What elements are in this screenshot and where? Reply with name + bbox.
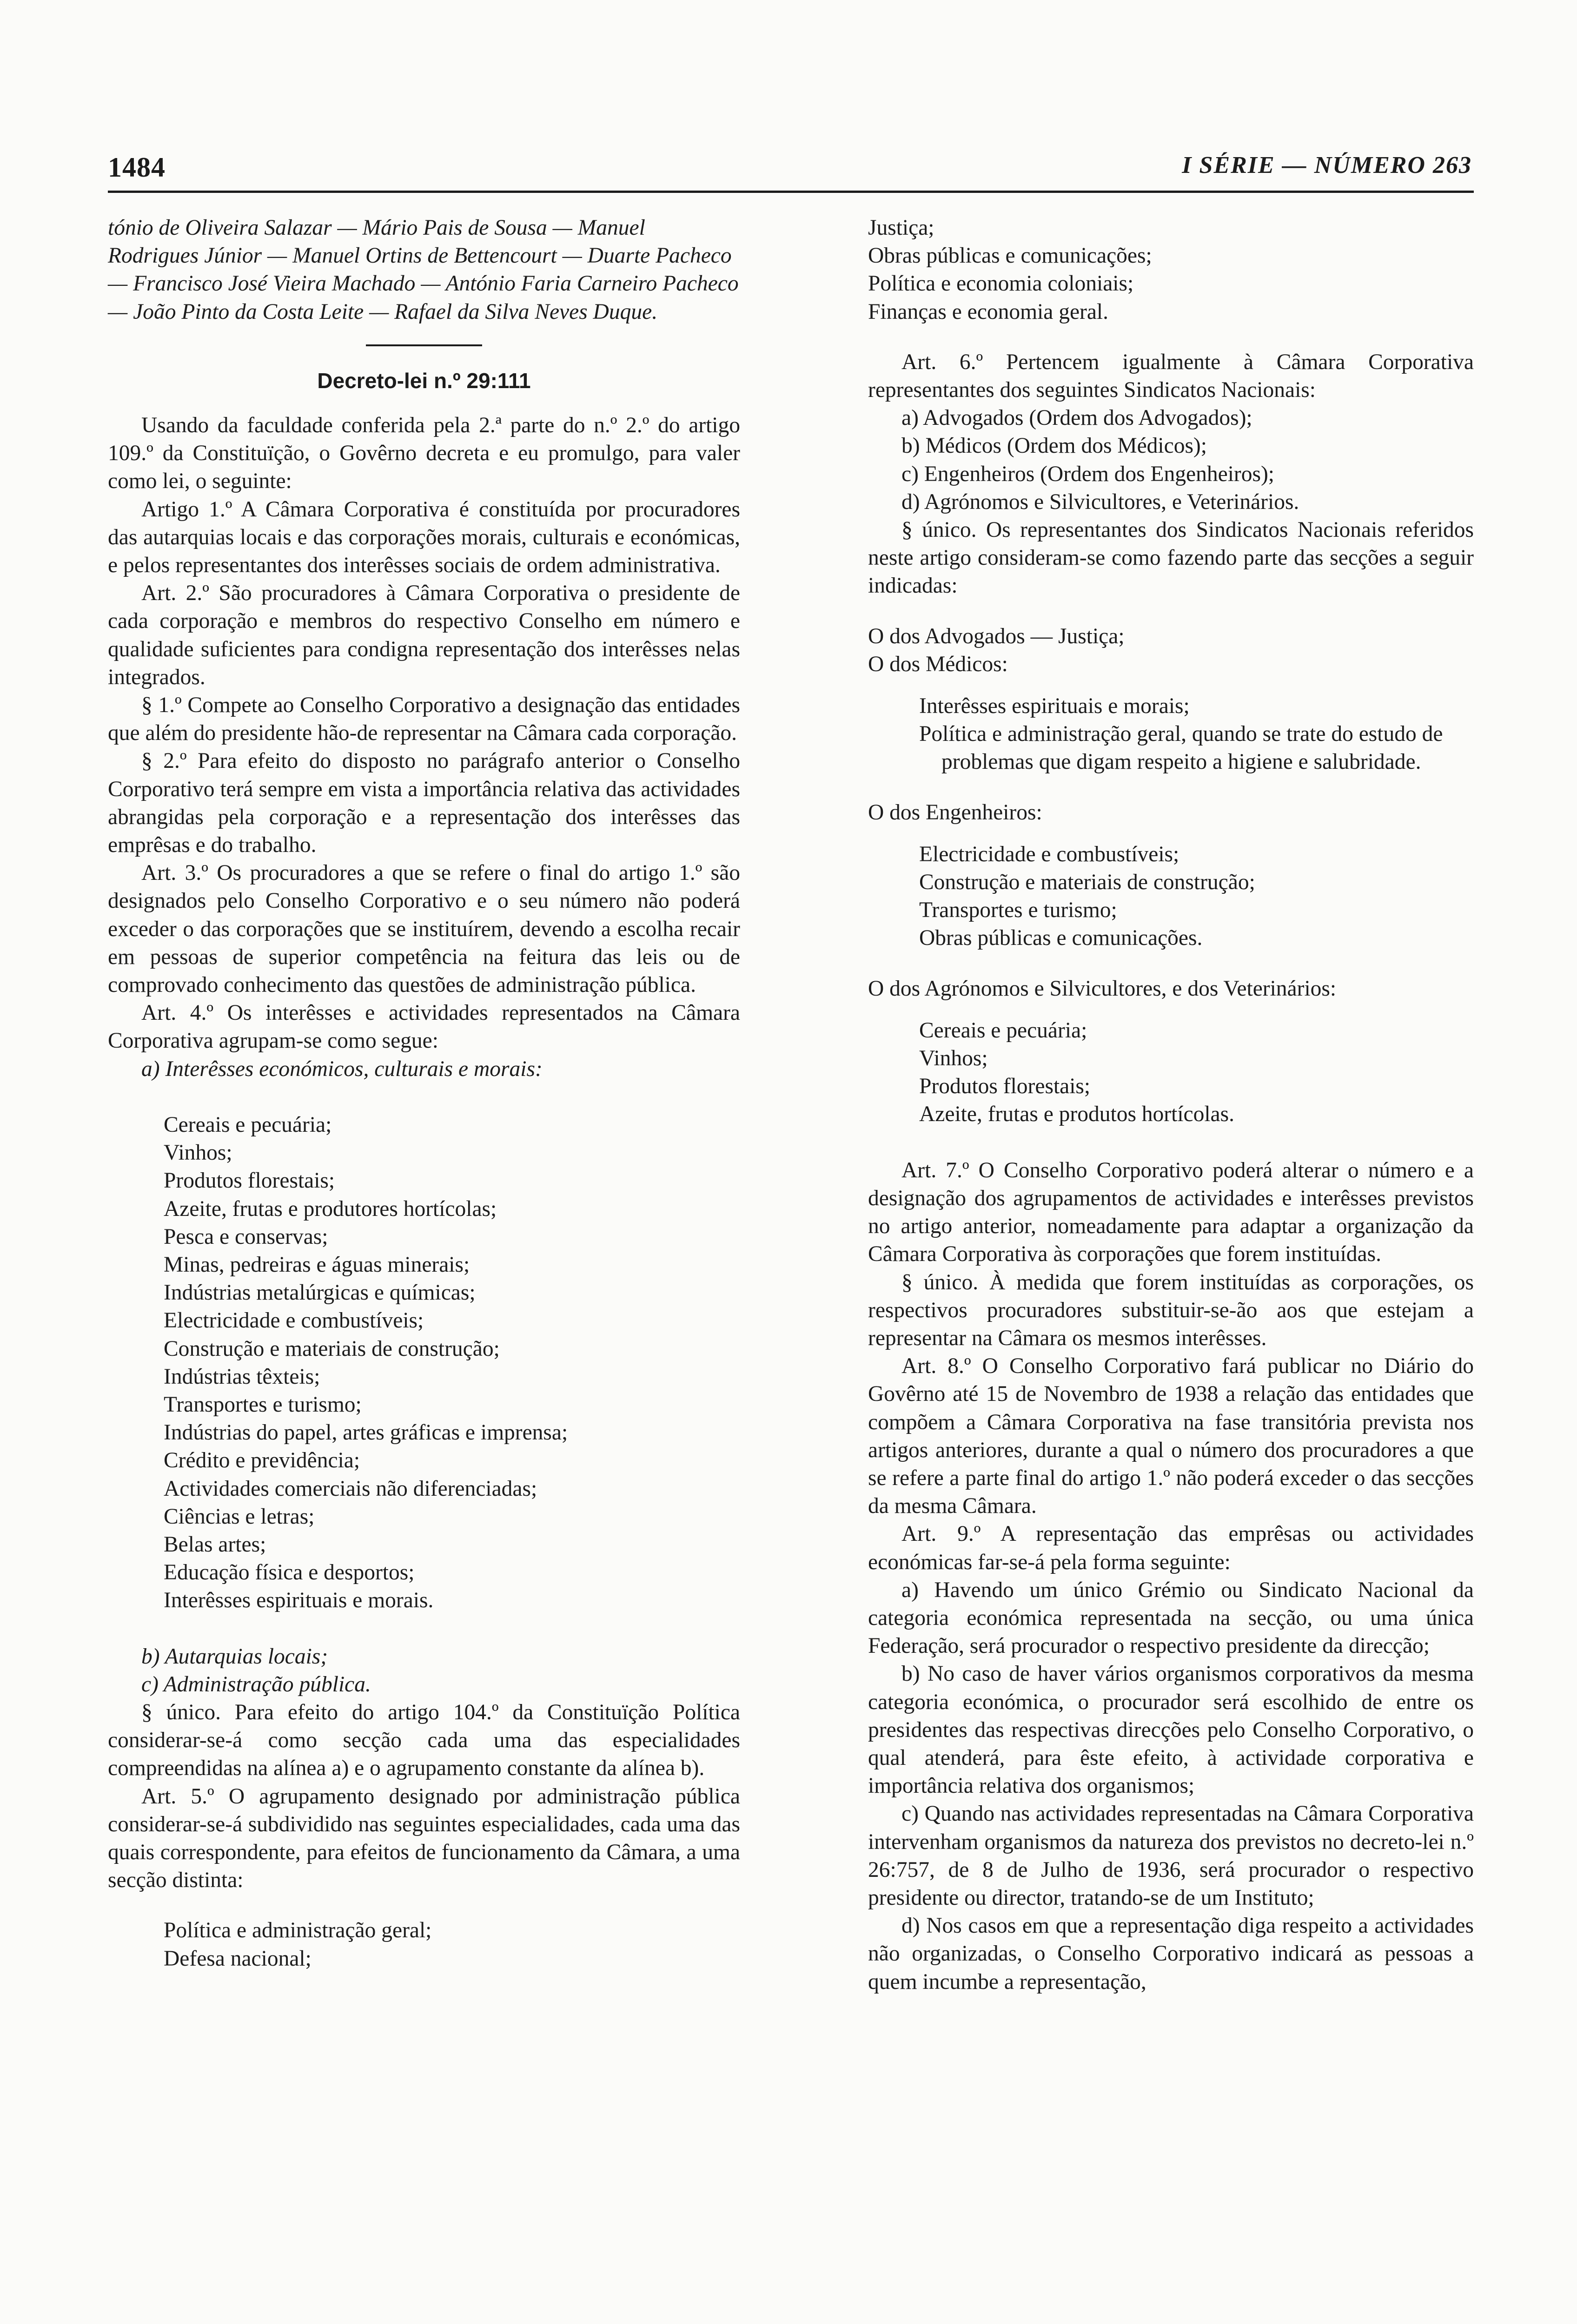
list-item: Pesca e conservas; bbox=[164, 1224, 328, 1249]
list-item: Indústrias têxteis; bbox=[164, 1364, 320, 1389]
group-advogados: O dos Advogados — Justiça; bbox=[868, 624, 1125, 648]
right-column bbox=[868, 214, 1474, 1996]
article-9-b: b) No caso de haver vários organismos corporativos da mesma categoria económica, o procurador será escolhido de entre os presidentes das respectivas direcções pelo Conselho Corporativo, o qual atenderá, para êste efeito, à actividade corporativa e importância relativa dos organismos; bbox=[868, 1662, 1474, 1798]
article-4-a-list bbox=[108, 1111, 740, 1615]
list-item: Actividades comerciais não diferenciadas; bbox=[164, 1476, 537, 1501]
list-item: a) Advogados (Ordem dos Advogados); bbox=[901, 406, 1252, 430]
list-item: Cereais e pecuária; bbox=[919, 1018, 1087, 1043]
article-2-paragraph-2: § 2.º Para efeito do disposto no parágrafo anterior o Conselho Corporativo terá sempre em vista a importância relativa das actividades abrangidas pela corporação e a representação dos interêsses das emprêsas e do trabalho. bbox=[108, 749, 740, 858]
header-rule bbox=[108, 191, 1474, 193]
preamble: Usando da faculdade conferida pela 2.ª parte do n.º 2.º do artigo 109.º da Constituïção, o Govêrno decreta e eu promulgo, para valer como lei, o seguinte: bbox=[108, 413, 740, 494]
list-item: Vinhos; bbox=[919, 1046, 988, 1071]
group-medicos: O dos Médicos: bbox=[868, 652, 1008, 676]
group-agronomos: O dos Agrónomos e Silvicultores, e dos Veterinários: bbox=[868, 976, 1337, 1001]
list-item: Azeite, frutas e produtores hortícolas; bbox=[164, 1196, 497, 1221]
page-number: 1484 bbox=[108, 152, 166, 183]
list-item: Política e administração geral, quando se trate do estudo de problemas que digam respeito a higiene e salubridade. bbox=[919, 722, 1443, 774]
list-item: Crédito e previdência; bbox=[164, 1448, 360, 1473]
group-engenheiros-list bbox=[868, 840, 1474, 952]
article-5-list-cont bbox=[868, 214, 1474, 326]
list-item: b) Médicos (Ordem dos Médicos); bbox=[901, 434, 1207, 458]
article-3: Art. 3.º Os procuradores a que se refere o final do artigo 1.º são designados pelo Conselho Corporativo e o seu número não poderá exceder o das corporações que se instituírem, devendo a escolha recair em pessoas de superior competência na feitura das leis ou de comprovado conhecimento das questões de administração pública. bbox=[108, 861, 740, 997]
list-item: Minas, pedreiras e águas minerais; bbox=[164, 1252, 470, 1277]
list-item: Azeite, frutas e produtos hortícolas. bbox=[919, 1102, 1234, 1127]
article-5-list bbox=[108, 1916, 740, 1972]
article-2: Art. 2.º São procuradores à Câmara Corporativa o presidente de cada corporação e membros do respectivo Conselho em número e qualidade suficientes para condigna representação dos interêsses nelas integrados. bbox=[108, 581, 740, 689]
article-2-paragraph-1: § 1.º Compete ao Conselho Corporativo a designação das entidades que além do presidente hão-de representar na Câmara cada corporação. bbox=[108, 693, 740, 746]
list-item: Electricidade e combustíveis; bbox=[919, 842, 1179, 866]
list-item: Electricidade e combustíveis; bbox=[164, 1308, 424, 1333]
article-5: Art. 5.º O agrupamento designado por administração pública considerar-se-á subdividido nas seguintes especialidades, cada uma das quais correspondente, para efeitos de funcionamento da Câmara, a uma secção distinta: bbox=[108, 1784, 740, 1893]
group-agronomos-list bbox=[868, 1017, 1474, 1129]
article-4: Art. 4.º Os interêsses e actividades representados na Câmara Corporativa agrupam-se como segue: bbox=[108, 1001, 740, 1053]
list-item: Defesa nacional; bbox=[164, 1946, 311, 1971]
article-7-unico: § único. À medida que forem instituídas as corporações, os respectivos procuradores substituir-se-ão aos que estejam a representar na Câmara os mesmos interêsses. bbox=[868, 1270, 1474, 1350]
list-item: Educação física e desportos; bbox=[164, 1560, 415, 1585]
article-1: Artigo 1.º A Câmara Corporativa é constituída por procuradores das autarquias locais e das corporações morais, culturais e económicas, e pelos representantes dos interêsses sociais de ordem administrativa. bbox=[108, 497, 740, 578]
series-header: I SÉRIE — NÚMERO 263 bbox=[1182, 152, 1472, 178]
list-item: Cereais e pecuária; bbox=[164, 1112, 332, 1137]
list-item: Finanças e economia geral. bbox=[868, 299, 1109, 324]
list-item: Interêsses espirituais e morais. bbox=[164, 1588, 434, 1613]
article-9-d: d) Nos casos em que a representação diga respeito a actividades não organizadas, o Conselho Corporativo indicará as pessoas a quem incumbe a representação, bbox=[868, 1914, 1474, 1994]
list-item: Produtos florestais; bbox=[164, 1169, 335, 1193]
list-item: Obras públicas e comunicações. bbox=[919, 926, 1203, 951]
article-6-unico: § único. Os representantes dos Sindicatos Nacionais referidos neste artigo consideram-se como fazendo parte das secções a seguir indicadas: bbox=[868, 518, 1474, 598]
article-9-a: a) Havendo um único Grémio ou Sindicato Nacional da categoria económica representada na secção, ou uma única Federação, será procurador o respectivo presidente da direcção; bbox=[868, 1578, 1474, 1658]
list-item: d) Agrónomos e Silvicultores, e Veterinários. bbox=[901, 489, 1299, 514]
article-9: Art. 9.º A representação das emprêsas ou actividades económicas far-se-á pela forma seguinte: bbox=[868, 1522, 1474, 1574]
article-4-b: b) Autarquias locais; bbox=[141, 1644, 328, 1669]
list-item: Interêsses espirituais e morais; bbox=[919, 694, 1190, 719]
list-item: Transportes e turismo; bbox=[919, 898, 1117, 923]
list-item: Indústrias metalúrgicas e químicas; bbox=[164, 1281, 476, 1305]
list-item: Justiça; bbox=[868, 216, 934, 240]
article-4-a: a) Interêsses económicos, culturais e morais: bbox=[141, 1056, 543, 1081]
list-item: Produtos florestais; bbox=[919, 1074, 1091, 1099]
left-column bbox=[108, 214, 740, 1973]
decree-title: Decreto-lei n.º 29:111 bbox=[317, 368, 531, 393]
article-4-unico: § único. Para efeito do artigo 104.º da Constituïção Política considerar-se-á como secção cada uma das especialidades compreendidas na alínea a) e o agrupamento constante da alínea b). bbox=[108, 1700, 740, 1781]
article-6-list bbox=[868, 404, 1474, 516]
article-7: Art. 7.º O Conselho Corporativo poderá alterar o número e a designação dos agrupamentos de actividades e interêsses previstos no artigo anterior, nomeadamente para adaptar a organização da Câmara Corporativa às corporações que forem instituídas. bbox=[868, 1158, 1474, 1267]
signatures: tónio de Oliveira Salazar — Mário Pais de Sousa — Manuel Rodrigues Júnior — Manuel Ortins de Bettencourt — Duarte Pacheco — Francisco José Vieira Machado — António Faria Carneiro Pacheco — João Pinto da Costa Leite — Rafael da Silva Neves Duque. bbox=[108, 216, 739, 324]
group-engenheiros: O dos Engenheiros: bbox=[868, 800, 1042, 825]
separator-rule bbox=[366, 344, 482, 346]
list-item: Belas artes; bbox=[164, 1532, 266, 1557]
list-item: Vinhos; bbox=[164, 1141, 232, 1165]
list-item: Política e administração geral; bbox=[164, 1918, 432, 1943]
list-item: Construção e materiais de construção; bbox=[164, 1336, 500, 1361]
list-item: Transportes e turismo; bbox=[164, 1392, 362, 1417]
list-item: Construção e materiais de construção; bbox=[919, 870, 1255, 895]
list-item: Ciências e letras; bbox=[164, 1504, 315, 1529]
list-item: c) Engenheiros (Ordem dos Engenheiros); bbox=[901, 462, 1274, 486]
article-9-c: c) Quando nas actividades representadas na Câmara Corporativa intervenham organismos da natureza dos previstos no decreto-lei n.º 26:757, de 8 de Julho de 1936, será procurador o respectivo presidente ou director, tratando-se de um Instituto; bbox=[868, 1802, 1474, 1910]
list-item: Política e economia coloniais; bbox=[868, 271, 1134, 296]
group-medicos-list bbox=[868, 692, 1474, 776]
list-item: Indústrias do papel, artes gráficas e imprensa; bbox=[164, 1420, 568, 1445]
article-8: Art. 8.º O Conselho Corporativo fará publicar no Diário do Govêrno até 15 de Novembro de 1938 a relação das entidades que compõem a Câmara Corporativa na fase transitória prevista nos artigos anteriores, durante a qual o número dos procuradores a que se refere a parte final do artigo 1.º não poderá exceder o das secções da mesma Câmara. bbox=[868, 1354, 1474, 1519]
list-item: Obras públicas e comunicações; bbox=[868, 244, 1152, 268]
article-4-c: c) Administração pública. bbox=[141, 1672, 371, 1697]
article-6: Art. 6.º Pertencem igualmente à Câmara Corporativa representantes dos seguintes Sindicatos Nacionais: bbox=[868, 350, 1474, 403]
